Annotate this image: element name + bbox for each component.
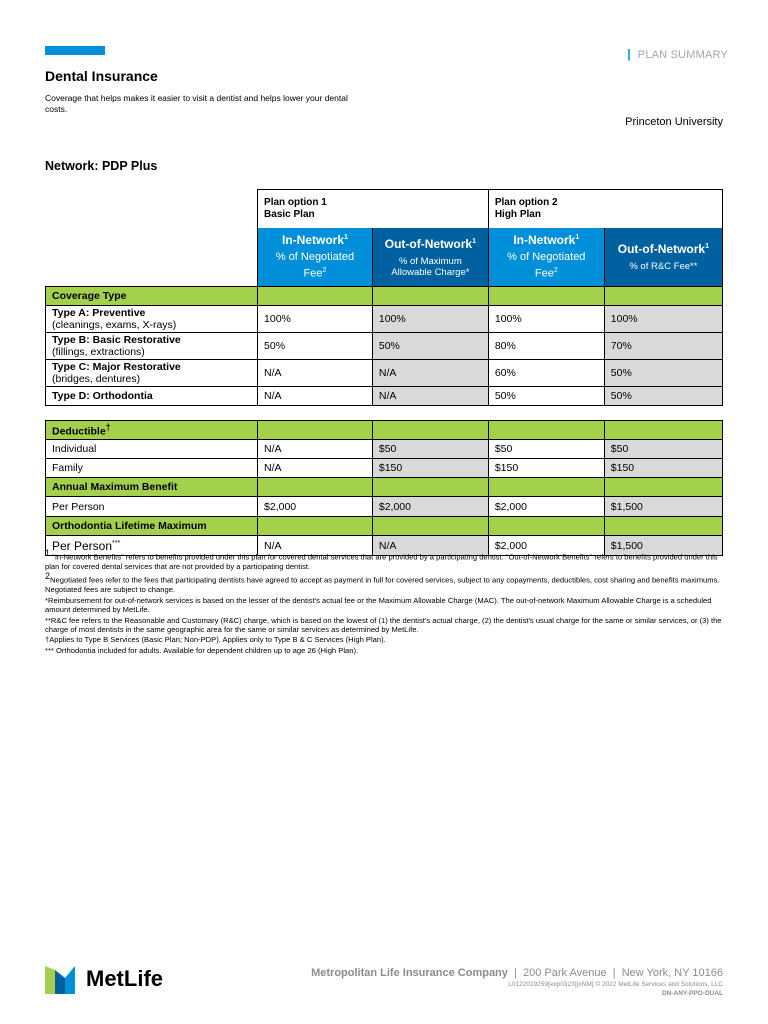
table-row: Type D: Orthodontia N/A N/A 50% 50% bbox=[46, 387, 723, 406]
table-row: Per Person*** N/A N/A $2,000 $1,500 bbox=[46, 536, 723, 556]
page-subtitle: Coverage that helps makes it easier to visit a dentist and helps lower your dental costs. bbox=[45, 93, 348, 114]
network-title: Network: PDP Plus bbox=[45, 159, 158, 173]
in-network-header: In-Network$^1$ % of Negotiated Fee$^2$ bbox=[258, 228, 373, 287]
deductible-header: Deductible† bbox=[46, 421, 723, 440]
section-label: | PLAN SUMMARY bbox=[627, 47, 728, 61]
table-row: Family N/A $150 $150 $150 bbox=[46, 459, 723, 478]
metlife-logo-icon bbox=[45, 964, 77, 994]
out-of-network-header: Out-of-Network$^1$ % of R&C Fee** bbox=[604, 228, 722, 287]
table-row: Individual N/A $50 $50 $50 bbox=[46, 440, 723, 459]
metlife-logo-text: MetLife bbox=[86, 966, 163, 991]
table-row: Type A: Preventive (cleanings, exams, X-rays) 100% 100% 100% 100% bbox=[46, 306, 723, 333]
footnote: *** Orthodontia included for adults. Available for dependent children up to age 26 (High Plan). bbox=[45, 645, 359, 655]
footnote: $^2$Negotiated fees refer to the fees that participating dentists have agreed to accept as payment in full for covered services, subject to any copayments, deductibles, cost sharing and benefits maximums. Negotiated fees are subject to change. bbox=[45, 571, 720, 595]
footnote: *Reimbursement for out-of-network services is based on the lesser of the dentist's actual fee or the Maximum Allowable Charge (MAC). The out-of-network Maximum Allowable Charge is a scheduled amount determined by MetLife. bbox=[45, 595, 712, 615]
coverage-table bbox=[45, 189, 723, 556]
plan-option-2: Plan option 2 High Plan bbox=[488, 190, 722, 229]
annual-max-header: Annual Maximum Benefit bbox=[46, 478, 723, 497]
brand-accent-bar bbox=[45, 46, 105, 55]
footnote: **R&C fee refers to the Reasonable and Customary (R&C) charge, which is based on the lowest of (1) the dentist's actual charge, (2) the dentist's usual charge for the same or similar services, or (3) the charge of most dentists in the same geographic area for the same or similar services as determined by MetLife. bbox=[45, 615, 722, 634]
employer-name: Princeton University bbox=[625, 116, 723, 128]
footnote: $^1$ "In-Network Benefits" refers to benefits provided under this plan for covered dental services that are provided by a participating dentist. "Out-of-Network Benefits" refers to benefits provided under this plan for covered dental services that are not provided by a participating dentist. bbox=[45, 548, 718, 571]
ortho-max-header: Orthodontia Lifetime Maximum bbox=[46, 517, 723, 536]
footnotes bbox=[45, 549, 725, 656]
in-network-header: In-Network$^1$ % of Negotiated Fee$^2$ bbox=[488, 228, 604, 287]
legal-text: L0122019259[exp0323][xNM] © 2022 MetLife Services and Solutions, LLC bbox=[508, 981, 723, 988]
company-address: Metropolitan Life Insurance Company | 200 Park Avenue | New York, NY 10166 bbox=[311, 967, 723, 979]
table-row: Per Person $2,000 $2,000 $2,000 $1,500 bbox=[46, 497, 723, 517]
table-row: Type C: Major Restorative (bridges, dentures) N/A N/A 60% 50% bbox=[46, 360, 723, 387]
page-title: Dental Insurance bbox=[45, 68, 158, 84]
table-row: Type B: Basic Restorative (fillings, extractions) 50% 50% 80% 70% bbox=[46, 333, 723, 360]
form-code: DN-ANY-PPO-DUAL bbox=[661, 990, 723, 997]
footnote: †Applies to Type B Services (Basic Plan; Non-PDP). Applies only to Type B & C Services (High Plan). bbox=[45, 635, 386, 645]
out-of-network-header: Out-of-Network$^1$ % of Maximum Allowable Charge* bbox=[372, 228, 488, 287]
plan-option-1: Plan option 1 Basic Plan bbox=[258, 190, 489, 229]
coverage-type-header: Coverage Type bbox=[46, 287, 723, 306]
